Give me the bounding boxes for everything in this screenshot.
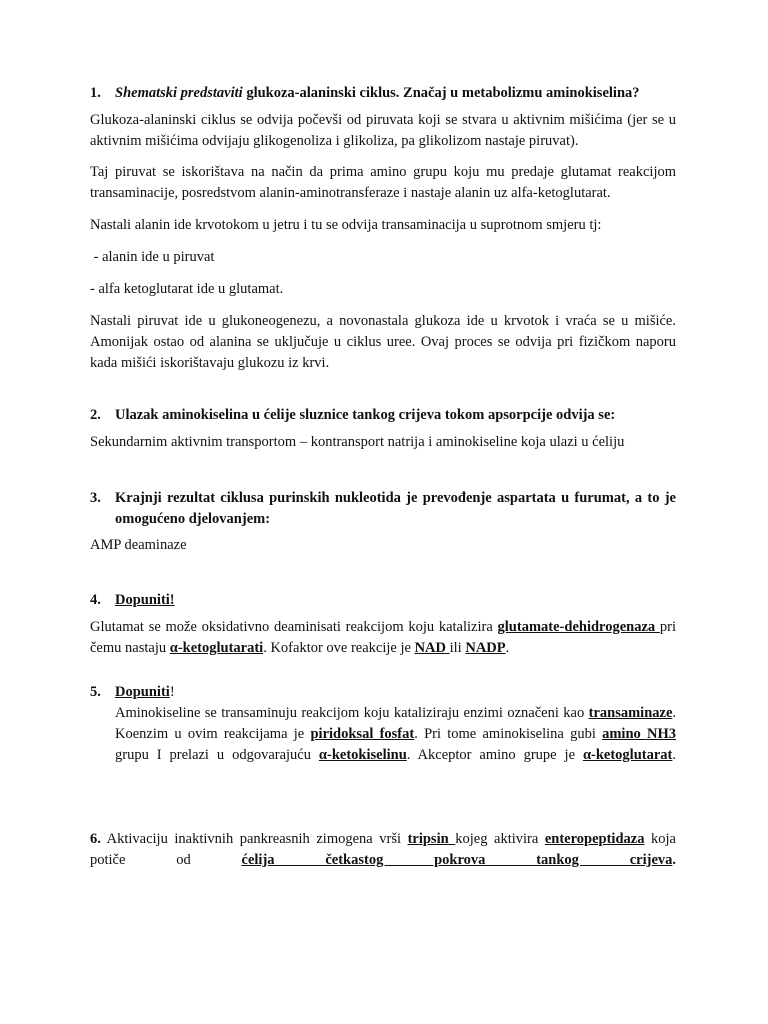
q5-blank-acceptor: α-ketoglutarat [582,747,673,763]
q2-number: 2. [90,407,101,423]
q1-paragraph-3: Nastali alanin ide krvotokom u jetru i tu se odvija transaminacija u suprotnom smjeru tj: [90,217,602,233]
document-page [90,83,676,871]
q1-paragraph-2: Taj piruvat se iskorištava na način da prima amino grupu koju mu predaje glutamat reakcijom transaminacije, posredstvom alanin-aminotransferaze i nastaje alanin uz alfa-ketoglutarat. [90,164,676,201]
q4-text-4: ili [449,640,466,656]
q6-text-3: koja potiče od [90,831,676,868]
q6-number: 6. [90,831,101,847]
q4-heading [90,590,676,611]
q5-blank-coenzyme: piridoksal fosfat [310,726,415,742]
q4-title: Dopuniti! [115,592,175,608]
q6-text-4: . [672,852,677,868]
q4-text-5: . [505,640,510,656]
q5-title: Dopuniti [115,684,170,700]
q2-title: Ulazak aminokiselina u ćelije sluznice tankog crijeva tokom apsorpcije odvija se: [115,407,616,423]
q6-blank-origin: ćelija četkastog pokrova tankog crijeva [241,852,673,868]
q3-number: 3. [90,490,101,506]
q5-blank-group: amino NH3 [602,726,677,742]
q1-paragraph-4: Nastali piruvat ide u glukoneogenezu, a novonastala glukoza ide u krvotok i vraća se u mišiće. Amonijak ostao od alanina se uključuje u ciklus uree. Ovaj proces se odvija pri fizičkom naporu kada mišići iskorištavaju glukozu iz krvi. [90,313,676,371]
q4-blank-cofactor-1: NAD [414,640,450,656]
q4-text-1: Glutamat se može oksidativno deaminisati reakcijom koju katalizira [90,619,498,635]
q5-heading [90,682,676,703]
q6-text-1: Aktivaciju inaktivnih pankreasnih zimogena vrši [100,831,408,847]
q1-list-item-1: - alanin ide u piruvat [90,249,215,265]
q4-body [90,617,676,659]
q3-title: Krajnji rezultat ciklusa purinskih nukleotida je prevođenje aspartata u furumat, a to je omogućeno djelovanjem: [115,490,676,527]
q5-blank-ketoacid: α-ketokiselinu [318,747,407,763]
q2-answer: Sekundarnim aktivnim transportom – kontransport natrija i aminokiseline koja ulazi u ćeliju [90,434,625,450]
q1-list-item-2: - alfa ketoglutarat ide u glutamat. [90,281,284,297]
q4-blank-product: α-ketoglutarati [169,640,264,656]
q5-text-5: . Akceptor amino grupe je [406,747,583,763]
q5-text-1: Aminokiseline se transaminuju reakcijom koju kataliziraju enzimi označeni kao [115,705,589,721]
q1-heading [90,83,676,104]
q6-body [90,829,676,871]
q2-heading [90,405,676,426]
q4-text-2: pri čemu nastaju [90,619,676,656]
q5-text-3: . Pri tome aminokiselina gubi [414,726,603,742]
q6-text-2: kojeg aktivira [455,831,545,847]
q4-blank-cofactor-2: NADP [465,640,506,656]
q6-blank-enzyme: tripsin [407,831,456,847]
q4-text-3: . Kofaktor ove reakcije je [263,640,415,656]
q5-text-2: . Koenzim u ovim reakcijama je [115,705,676,742]
q4-number: 4. [90,592,101,608]
q5-text-6: . [672,747,676,763]
q4-blank-enzyme: glutamate-dehidrogenaza [497,619,660,635]
q5-blank-enzymes: transaminaze [588,705,673,721]
q5-number: 5. [90,684,101,700]
q5-text-4: grupu I prelazi u odgovarajuću [115,747,319,763]
q1-title-italic: Shematski predstaviti [115,85,243,101]
q1-number: 1. [90,85,101,101]
q1-paragraph-1: Glukoza-alaninski ciklus se odvija počevši od piruvata koji se stvara u aktivnim mišićima (jer se u aktivnim mišićima odvijaju glikogenoliza i glikoliza, pa glikolizom nastaje piruvat). [90,112,676,149]
q6-blank-activator: enteropeptidaza [544,831,645,847]
q5-body [90,703,676,766]
q1-title-rest: glukoza-alaninski ciklus. Značaj u metabolizmu aminokiselina? [242,85,640,101]
q3-heading [90,488,676,530]
q3-answer: AMP deaminaze [90,537,187,553]
q5-title-exclamation: ! [169,684,175,700]
